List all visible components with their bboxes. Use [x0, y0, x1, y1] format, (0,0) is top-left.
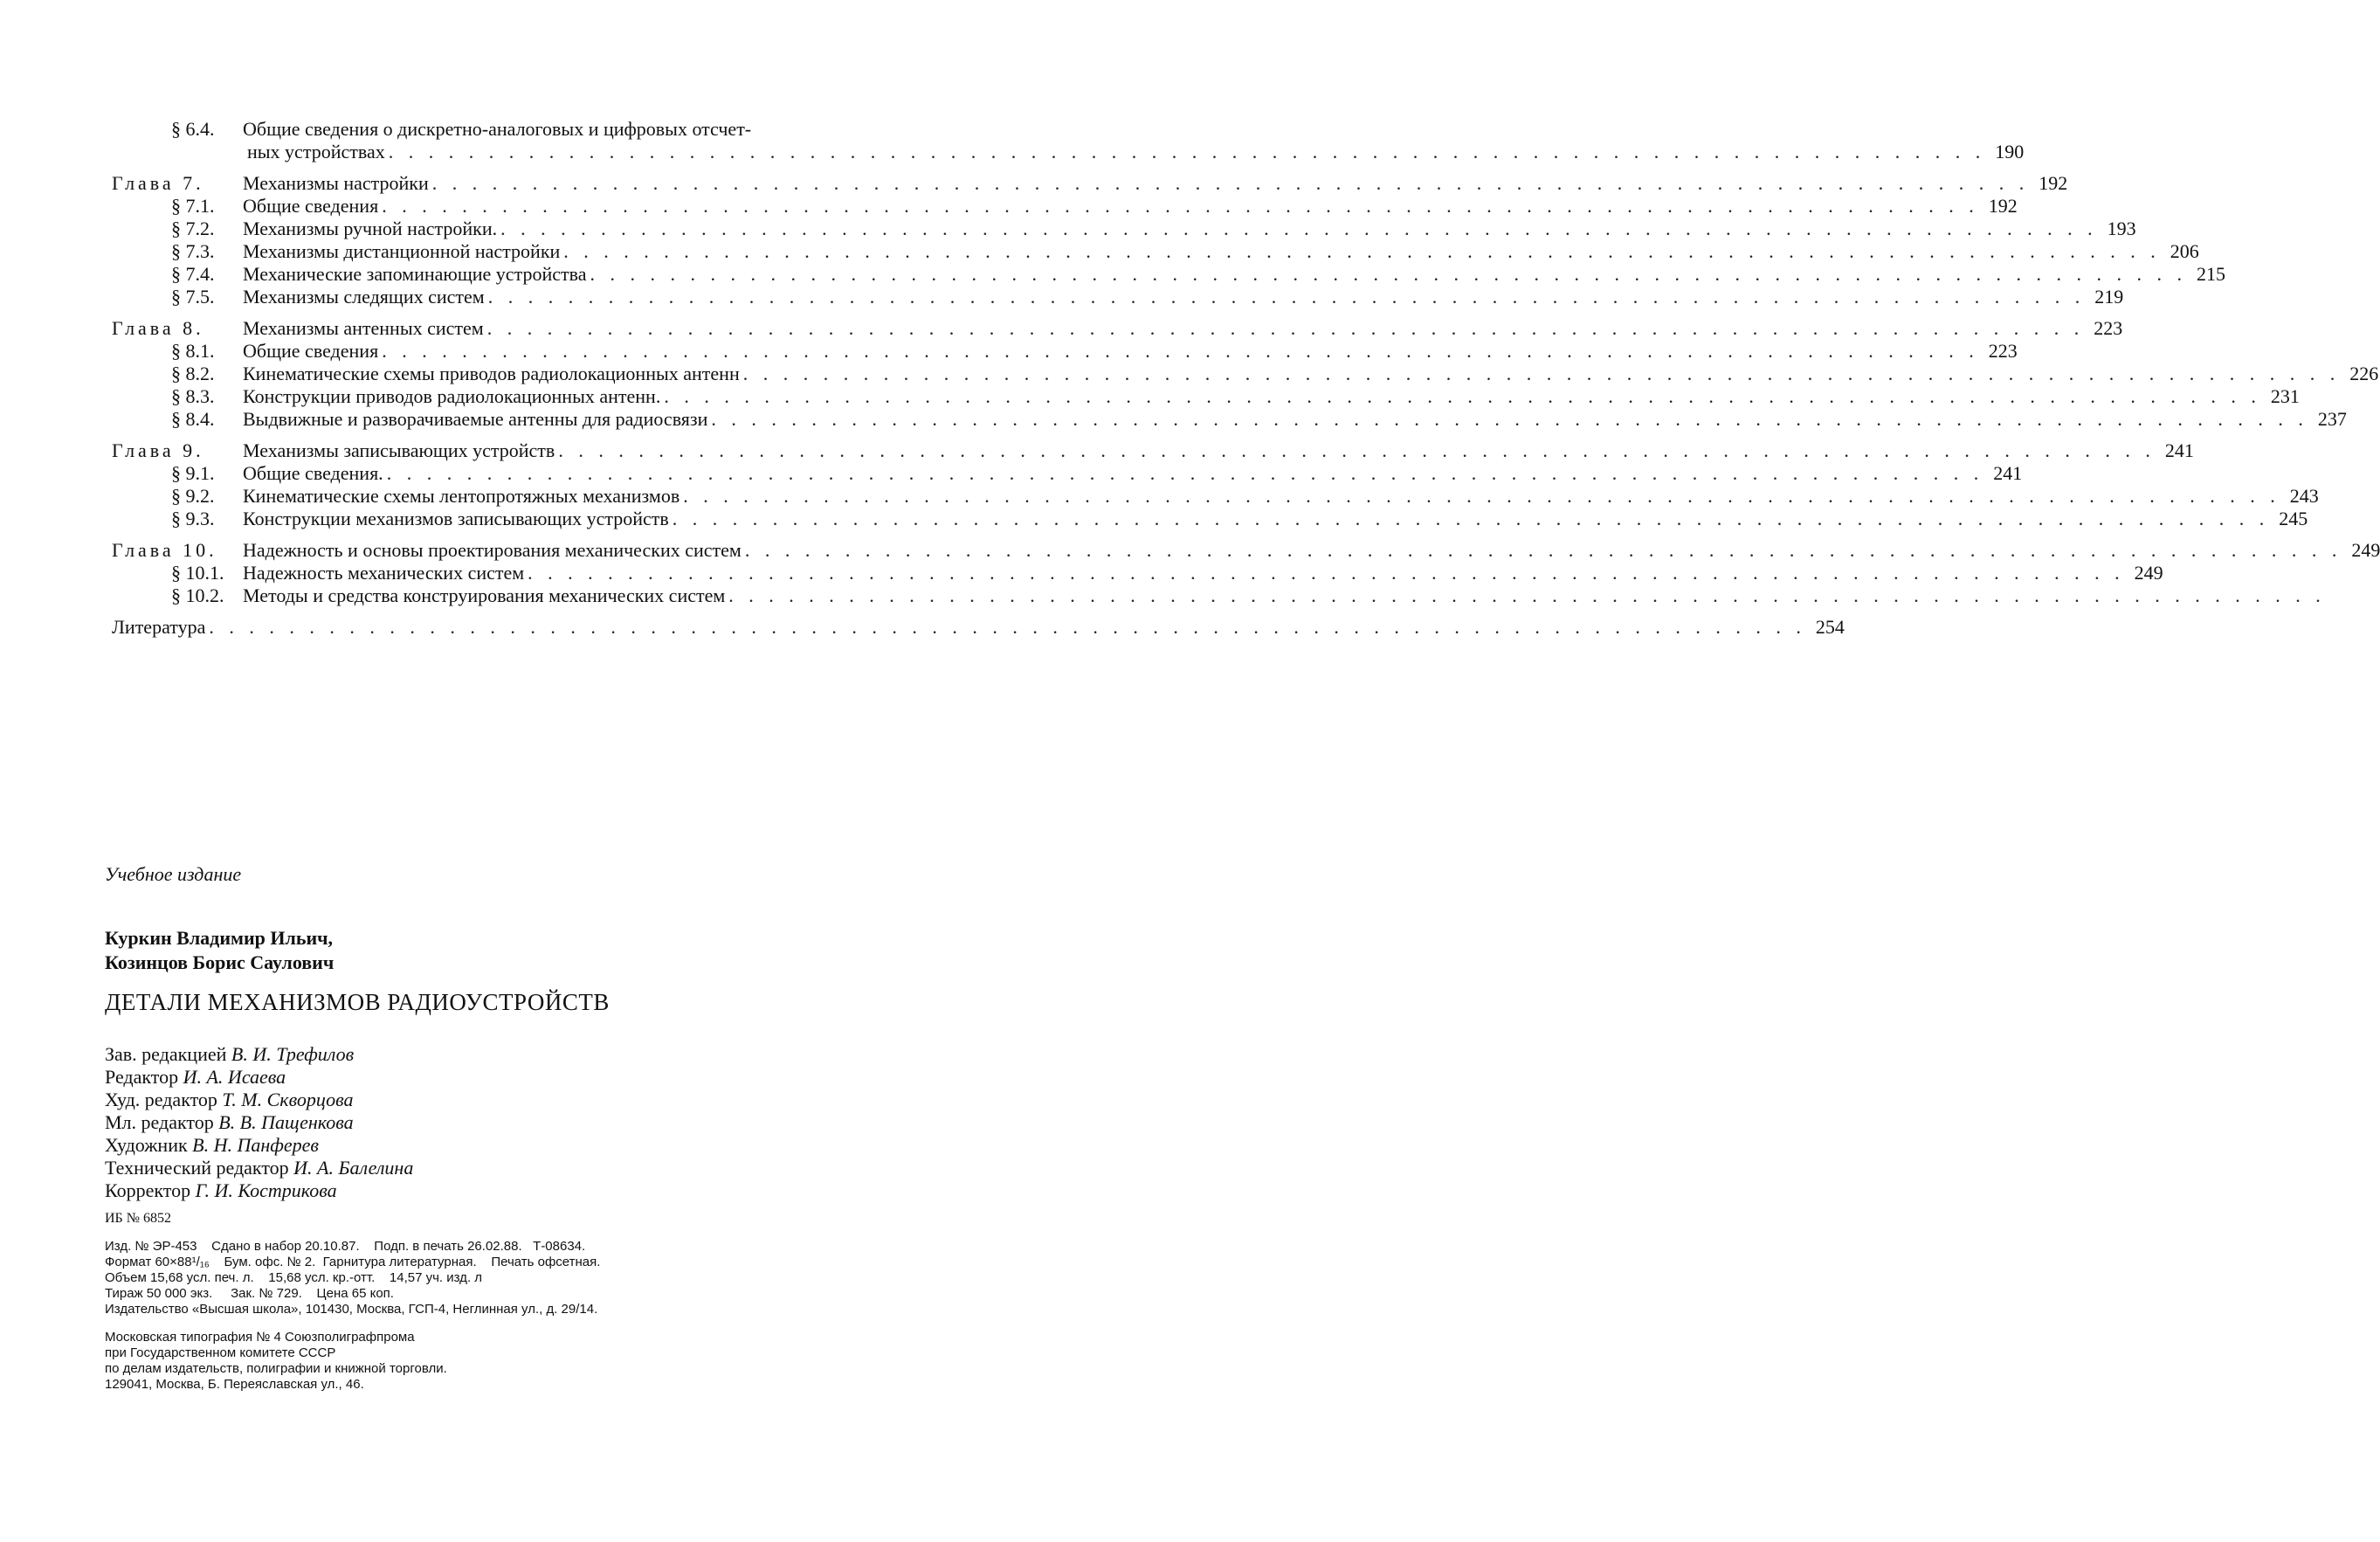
toc-entry — [112, 141, 2025, 163]
toc-entry-title: Механизмы дистанционной настройки — [243, 240, 561, 262]
staff-role: Технический редактор — [105, 1157, 289, 1179]
toc-entry — [112, 263, 2225, 286]
toc-leader-dots: . . . . . . . . . . . . . . . . . . . . . . . . . . . . . . . . . . . . . . . . . . . . . . . . . . . . . . . . . . . . . . . . . . . . . . . . . . . . . . . . — [382, 195, 1979, 217]
toc-entry-number: § 8.4. — [171, 408, 215, 430]
toc-entry-page: 192 — [1988, 195, 2018, 217]
book-title: ДЕТАЛИ МЕХАНИЗМОВ РАДИОУСТРОЙСТВ — [105, 989, 610, 1015]
toc-leader-dots: . . . . . . . . . . . . . . . . . . . . . . . . . . . . . . . . . . . . . . . . . . . . . . . . . . . . . . . . . . . . . . . . . . . . . . . . . . . . . . . . — [742, 363, 2341, 384]
toc-entry — [112, 240, 2199, 263]
toc-entry-page: 215 — [2196, 263, 2225, 285]
toc-entry-title: Конструкции приводов радиолокационных антенн. — [243, 385, 661, 407]
printer-block — [105, 1330, 447, 1393]
toc-entry — [112, 286, 2124, 308]
toc-entry-number: § 7.1. — [171, 195, 215, 217]
toc-entry-title: Общие сведения — [243, 195, 379, 217]
staff-role: Мл. редактор — [105, 1111, 214, 1133]
toc-entry-title: Механизмы следящих систем — [243, 286, 485, 308]
toc-entry-title: Методы и средства конструирования механических систем — [243, 584, 726, 606]
toc-entry-title: Кинематические схемы лентопротяжных механизмов — [243, 485, 680, 507]
toc-entry-number: § 8.3. — [171, 385, 215, 407]
toc-entry-page: 190 — [1995, 141, 2025, 162]
toc-entry-page: 231 — [2270, 385, 2300, 407]
author-name: Куркин Владимир Ильич, — [105, 927, 334, 949]
printer-line: Московская типография № 4 Союзполиграфпрома — [105, 1330, 415, 1345]
toc-entry-page: 254 — [1815, 616, 1845, 638]
toc-entry-number: § 6.4. — [171, 118, 215, 140]
staff-name: И. А. Исаева — [183, 1066, 286, 1088]
toc-entry-page: 245 — [2279, 508, 2308, 529]
staff-line — [105, 1066, 413, 1089]
toc-leader-dots: . . . . . . . . . . . . . . . . . . . . . . . . . . . . . . . . . . . . . . . . . . . . . . . . . . . . . . . . . . . . . . . . . . . . . . . . . . . . . . . . — [664, 385, 2261, 407]
staff-line — [105, 1111, 413, 1134]
toc-entry — [112, 172, 2068, 195]
toc-entry-title: Механизмы антенных систем — [243, 317, 484, 339]
toc-entry-number: § 8.1. — [171, 340, 215, 362]
toc-entry — [112, 439, 2194, 462]
toc-entry-title: Механические запоминающие устройства — [243, 263, 587, 285]
toc-leader-dots: . . . . . . . . . . . . . . . . . . . . . . . . . . . . . . . . . . . . . . . . . . . . . . . . . . . . . . . . . . . . . . . . . . . . . . . . . . . . . . . . — [728, 584, 2326, 606]
toc-leader-dots: . . . . . . . . . . . . . . . . . . . . . . . . . . . . . . . . . . . . . . . . . . . . . . . . . . . . . . . . . . . . . . . . . . . . . . . . . . . . . . . . — [711, 408, 2308, 430]
toc-entry — [112, 363, 2379, 385]
toc-entry-title: Общие сведения. — [243, 462, 383, 484]
toc-leader-dots: . . . . . . . . . . . . . . . . . . . . . . . . . . . . . . . . . . . . . . . . . . . . . . . . . . . . . . . . . . . . . . . . . . . . . . . . . . . . . . . . — [388, 141, 1986, 162]
toc-entry-number: § 9.1. — [171, 462, 215, 484]
imprint-line: Тираж 50 000 экз. Зак. № 729. Цена 65 коп. — [105, 1286, 394, 1301]
toc-entry — [112, 616, 1845, 639]
toc-entry-page: 241 — [1993, 462, 2023, 484]
toc-entry — [112, 508, 2308, 530]
toc-leader-dots: . . . . . . . . . . . . . . . . . . . . . . . . . . . . . . . . . . . . . . . . . . . . . . . . . . . . . . . . . . . . . . . . . . . . . . . . . . . . . . . . — [672, 508, 2270, 529]
toc-entry-page: 193 — [2107, 218, 2136, 239]
toc-leader-dots: . . . . . . . . . . . . . . . . . . . . . . . . . . . . . . . . . . . . . . . . . . . . . . . . . . . . . . . . . . . . . . . . . . . . . . . . . . . . . . . . — [528, 562, 2125, 584]
toc-entry-page: 243 — [2289, 485, 2319, 507]
toc-entry-page: 223 — [2094, 317, 2123, 339]
toc-leader-dots: . . . . . . . . . . . . . . . . . . . . . . . . . . . . . . . . . . . . . . . . . . . . . . . . . . . . . . . . . . . . . . . . . . . . . . . . . . . . . . . . — [744, 539, 2342, 561]
toc-entry — [112, 485, 2319, 508]
toc-leader-dots: . . . . . . . . . . . . . . . . . . . . . . . . . . . . . . . . . . . . . . . . . . . . . . . . . . . . . . . . . . . . . . . . . . . . . . . . . . . . . . . . — [683, 485, 2280, 507]
toc-leader-dots: . . . . . . . . . . . . . . . . . . . . . . . . . . . . . . . . . . . . . . . . . . . . . . . . . . . . . . . . . . . . . . . . . . . . . . . . . . . . . . . . — [386, 462, 1984, 484]
toc-leader-dots: . . . . . . . . . . . . . . . . . . . . . . . . . . . . . . . . . . . . . . . . . . . . . . . . . . . . . . . . . . . . . . . . . . . . . . . . . . . . . . . . — [558, 439, 2156, 461]
staff-role: Зав. редакцией — [105, 1043, 227, 1065]
toc-leader-dots: . . . . . . . . . . . . . . . . . . . . . . . . . . . . . . . . . . . . . . . . . . . . . . . . . . . . . . . . . . . . . . . . . . . . . . . . . . . . . . . . — [209, 616, 1806, 638]
staff-line — [105, 1089, 413, 1111]
editorial-staff — [105, 1043, 413, 1202]
toc-entry-number: § 9.2. — [171, 485, 215, 507]
staff-name: Г. И. Кострикова — [195, 1179, 337, 1201]
staff-name: В. Н. Панферев — [192, 1134, 319, 1156]
toc-entry-number: Глава 7. — [112, 172, 204, 194]
toc-entry-number: Глава 8. — [112, 317, 204, 339]
staff-name: В. В. Пащенкова — [218, 1111, 354, 1133]
toc-entry-page: 249 — [2351, 539, 2380, 561]
staff-role: Редактор — [105, 1066, 179, 1088]
toc-entry-title: Кинематические схемы приводов радиолокационных антенн — [243, 363, 740, 384]
toc-entry-title: Литература — [112, 616, 206, 638]
toc-entry-number: § 7.2. — [171, 218, 215, 239]
printer-line: при Государственном комитете СССР — [105, 1345, 336, 1360]
printer-line: 129041, Москва, Б. Переяславская ул., 46. — [105, 1377, 364, 1392]
toc-entry-page: 241 — [2164, 439, 2194, 461]
toc-entry-number: Глава 10. — [112, 539, 217, 561]
toc-leader-dots: . . . . . . . . . . . . . . . . . . . . . . . . . . . . . . . . . . . . . . . . . . . . . . . . . . . . . . . . . . . . . . . . . . . . . . . . . . . . . . . . — [563, 240, 2161, 262]
toc-entry-title: Надежность и основы проектирования механических систем — [243, 539, 742, 561]
imprint-line: Издательство «Высшая школа», 101430, Москва, ГСП-4, Неглинная ул., д. 29/14. — [105, 1302, 598, 1317]
staff-role: Корректор — [105, 1179, 191, 1201]
staff-name: И. А. Балелина — [293, 1157, 414, 1179]
toc-entry-title: Механизмы записывающих устройств — [243, 439, 555, 461]
staff-role: Худ. редактор — [105, 1089, 217, 1110]
toc-entry — [112, 317, 2123, 340]
staff-line — [105, 1134, 413, 1157]
toc-entry-number: § 7.5. — [171, 286, 215, 308]
toc-entry — [112, 385, 2300, 408]
toc-entry-number: § 8.2. — [171, 363, 215, 384]
toc-entry-title: Общие сведения о дискретно-аналоговых и цифровых отсчет- — [243, 118, 752, 140]
staff-line — [105, 1043, 413, 1066]
toc-entry — [112, 118, 933, 141]
staff-line — [105, 1179, 413, 1202]
toc-entry-page: 237 — [2317, 408, 2347, 430]
toc-leader-dots: . . . . . . . . . . . . . . . . . . . . . . . . . . . . . . . . . . . . . . . . . . . . . . . . . . . . . . . . . . . . . . . . . . . . . . . . . . . . . . . . — [500, 218, 2098, 239]
imprint-line: Изд. № ЭР-453 Сдано в набор 20.10.87. Подп. в печать 26.02.88. Т-08634. — [105, 1239, 586, 1254]
toc-entry-number: § 7.4. — [171, 263, 215, 285]
toc-entry-page: 192 — [2039, 172, 2068, 194]
staff-role: Художник — [105, 1134, 188, 1156]
toc-entry-title: Надежность механических систем — [243, 562, 525, 584]
toc-entry — [112, 195, 2018, 218]
toc-entry-title: Механизмы настройки — [243, 172, 429, 194]
edition-type: Учебное издание — [105, 863, 242, 885]
toc-entry — [112, 539, 2380, 562]
toc-leader-dots: . . . . . . . . . . . . . . . . . . . . . . . . . . . . . . . . . . . . . . . . . . . . . . . . . . . . . . . . . . . . . . . . . . . . . . . . . . . . . . . . — [382, 340, 1979, 362]
toc-entry — [112, 408, 2347, 431]
toc-entry-number: § 10.1. — [171, 562, 224, 584]
imprint-block — [105, 1239, 600, 1317]
printer-line: по делам издательств, полиграфии и книжной торговли. — [105, 1361, 447, 1376]
imprint-line: Объем 15,68 усл. печ. л. 15,68 усл. кр.-отт. 14,57 уч. изд. л — [105, 1270, 483, 1285]
toc-entry-page: 206 — [2170, 240, 2199, 262]
imprint-line: Формат 60×88¹/₁₆ Бум. офс. № 2. Гарнитура литературная. Печать офсетная. — [105, 1255, 601, 1269]
toc-leader-dots: . . . . . . . . . . . . . . . . . . . . . . . . . . . . . . . . . . . . . . . . . . . . . . . . . . . . . . . . . . . . . . . . . . . . . . . . . . . . . . . . — [431, 172, 2030, 194]
toc-entry-page: 226 — [2349, 363, 2379, 384]
toc-entry — [112, 218, 2136, 240]
toc-entry-title: Механизмы ручной настройки. — [243, 218, 498, 239]
author-name: Козинцов Борис Саулович — [105, 951, 335, 973]
toc-leader-dots: . . . . . . . . . . . . . . . . . . . . . . . . . . . . . . . . . . . . . . . . . . . . . . . . . . . . . . . . . . . . . . . . . . . . . . . . . . . . . . . . — [590, 263, 2187, 285]
toc-entry-title: Общие сведения — [243, 340, 379, 362]
table-of-contents — [112, 118, 2380, 639]
staff-name: В. И. Трефилов — [231, 1043, 355, 1065]
toc-entry-number: § 10.2. — [171, 584, 224, 606]
toc-entry-page: 249 — [2134, 562, 2163, 584]
toc-entry-page: 223 — [1988, 340, 2018, 362]
toc-entry-title: Конструкции механизмов записывающих устройств — [243, 508, 669, 529]
toc-entry — [112, 584, 2326, 607]
staff-line — [105, 1157, 413, 1179]
toc-entry-number: § 7.3. — [171, 240, 215, 262]
authors — [105, 926, 334, 975]
toc-entry — [112, 340, 2018, 363]
toc-entry-title: ных устройствах — [247, 141, 385, 162]
staff-name: Т. М. Скворцова — [222, 1089, 354, 1110]
toc-entry-page: 219 — [2094, 286, 2124, 308]
toc-entry-title: Выдвижные и разворачиваемые антенны для радиосвязи — [243, 408, 708, 430]
toc-leader-dots: . . . . . . . . . . . . . . . . . . . . . . . . . . . . . . . . . . . . . . . . . . . . . . . . . . . . . . . . . . . . . . . . . . . . . . . . . . . . . . . . — [487, 286, 2086, 308]
ib-number: ИБ № 6852 — [105, 1211, 172, 1226]
toc-leader-dots: . . . . . . . . . . . . . . . . . . . . . . . . . . . . . . . . . . . . . . . . . . . . . . . . . . . . . . . . . . . . . . . . . . . . . . . . . . . . . . . . — [486, 317, 2085, 339]
toc-entry — [112, 462, 2023, 485]
toc-entry-number: Глава 9. — [112, 439, 204, 461]
toc-entry — [112, 562, 2163, 584]
toc-entry-number: § 9.3. — [171, 508, 215, 529]
